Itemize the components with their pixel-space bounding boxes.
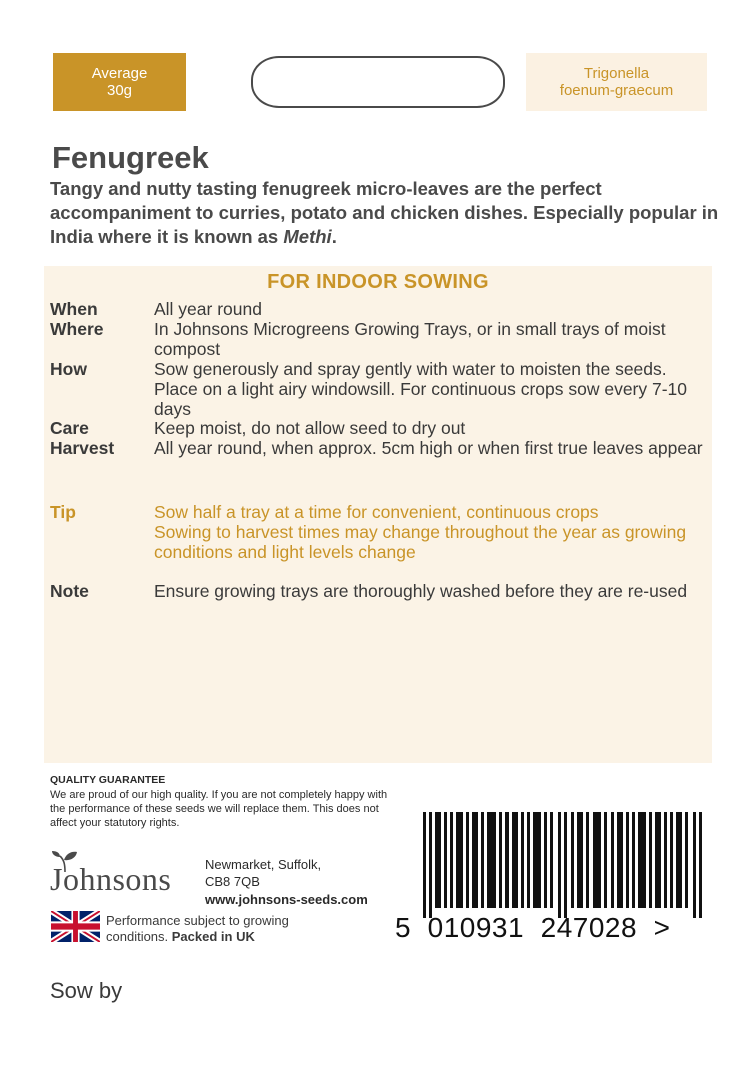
- latin-species: foenum-graecum: [559, 82, 674, 99]
- company-address: [205, 856, 321, 890]
- sowing-panel: [44, 266, 712, 763]
- weight-label: Average: [91, 65, 148, 82]
- latin-name-badge: [526, 53, 707, 111]
- row-label: Harvest: [50, 438, 115, 458]
- tip-label: Tip: [50, 502, 76, 522]
- description-emphasis: Methi: [283, 226, 332, 247]
- sow-date-oval: [251, 56, 505, 108]
- row-label: Care: [50, 418, 89, 438]
- note-label: Note: [50, 581, 89, 601]
- barcode: [423, 812, 705, 918]
- weight-value: 30g: [106, 82, 133, 99]
- latin-genus: Trigonella: [583, 65, 650, 82]
- row-label: Where: [50, 319, 104, 339]
- website-link[interactable]: www.johnsons-seeds.com: [205, 892, 368, 907]
- description-end: .: [331, 226, 337, 247]
- address-line-2: CB8 7QB: [205, 874, 260, 889]
- union-jack-flag-icon: [51, 911, 100, 942]
- row-value: Keep moist, do not allow seed to dry out: [154, 418, 466, 438]
- row-value: All year round, when approx. 5cm high or when first true leaves appear: [154, 438, 703, 458]
- packed-in-text: Packed in UK: [171, 929, 255, 944]
- sow-by-label: Sow by: [50, 978, 123, 1003]
- description-text: Tangy and nutty tasting fenugreek micro-leaves are the perfect accompaniment to curries, potato and chicken dishes. Especially popular in India where it is known as: [50, 178, 719, 247]
- tip-value: [154, 502, 706, 562]
- quality-guarantee-title: QUALITY GUARANTEE: [50, 774, 166, 786]
- quality-guarantee-text: We are proud of our high quality. If you are not completely happy with the performance of these seeds we will replace them. This does not affect your statutory rights.: [50, 789, 388, 829]
- tip-line-1: Sow half a tray at a time for convenient, continuous crops: [154, 502, 599, 522]
- row-label: When: [50, 299, 98, 319]
- row-value: Sow generously and spray gently with water to moisten the seeds. Place on a light airy windowsill. For continuous crops sow every 7-10 days: [154, 359, 688, 419]
- weight-badge: [53, 53, 186, 111]
- logo-wordmark: Johnsons: [50, 861, 172, 897]
- sowing-heading: FOR INDOOR SOWING: [267, 271, 489, 293]
- row-label: How: [50, 359, 87, 379]
- barcode-number: 5 010931 247028 >: [395, 912, 671, 943]
- product-title: Fenugreek: [52, 140, 209, 175]
- row-value: In Johnsons Microgreens Growing Trays, or in small trays of moist compost: [154, 319, 666, 359]
- performance-text: Performance subject to growing conditions.: [106, 913, 289, 944]
- tip-line-2: Sowing to harvest times may change throughout the year as growing conditions and light levels change: [154, 522, 687, 562]
- address-line-1: Newmarket, Suffolk,: [205, 857, 322, 872]
- row-value: All year round: [154, 299, 262, 319]
- performance-note: [106, 913, 336, 945]
- johnsons-logo: [50, 850, 202, 898]
- product-description: [50, 177, 720, 249]
- note-value: Ensure growing trays are thoroughly washed before they are re-used: [154, 581, 688, 601]
